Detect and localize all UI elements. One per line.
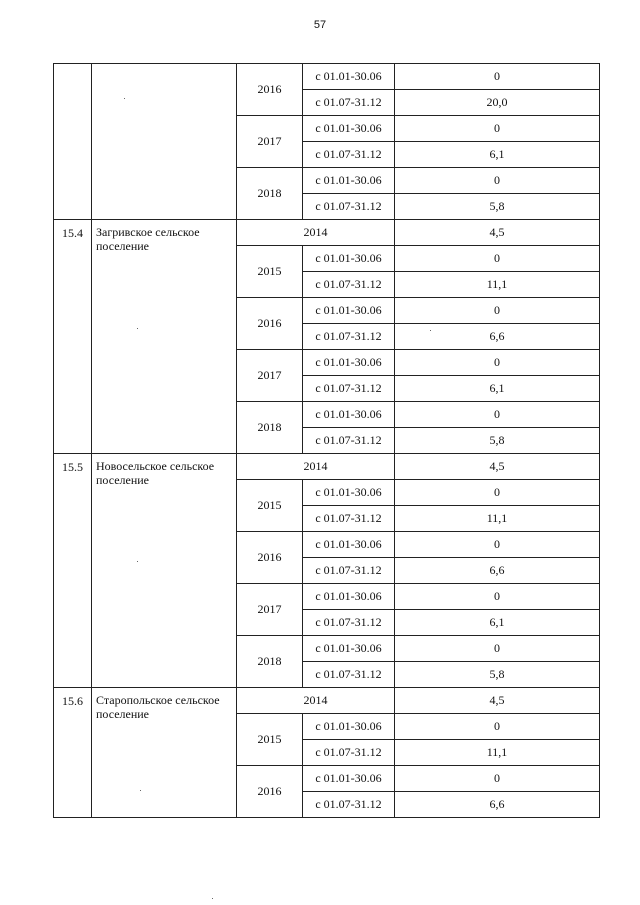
settlement-name: Старопольское сельское поселение [92, 688, 237, 818]
value-cell: 0 [395, 402, 600, 428]
value-cell: 0 [395, 246, 600, 272]
year-cell: 2015 [237, 246, 303, 298]
value-cell: 6,6 [395, 324, 600, 350]
year-cell: 2014 [237, 220, 395, 246]
year-cell: 2014 [237, 454, 395, 480]
year-cell: 2015 [237, 480, 303, 532]
tariff-table-body [54, 64, 600, 818]
table-row [54, 64, 600, 90]
year-cell: 2016 [237, 532, 303, 584]
value-cell: 0 [395, 64, 600, 90]
period-cell: с 01.07-31.12 [303, 324, 395, 350]
value-cell: 0 [395, 298, 600, 324]
scan-speck [137, 328, 138, 329]
value-cell: 0 [395, 636, 600, 662]
year-cell: 2016 [237, 766, 303, 818]
value-cell: 6,6 [395, 792, 600, 818]
value-cell: 4,5 [395, 220, 600, 246]
period-cell: с 01.07-31.12 [303, 740, 395, 766]
value-cell: 11,1 [395, 506, 600, 532]
value-cell: 0 [395, 116, 600, 142]
period-cell: с 01.01-30.06 [303, 298, 395, 324]
value-cell: 11,1 [395, 740, 600, 766]
scan-speck [140, 790, 141, 791]
period-cell: с 01.07-31.12 [303, 610, 395, 636]
settlement-name: Новосельское сельское поселение [92, 454, 237, 688]
value-cell: 11,1 [395, 272, 600, 298]
year-cell: 2015 [237, 714, 303, 766]
value-cell: 0 [395, 480, 600, 506]
year-cell: 2016 [237, 298, 303, 350]
table-row [54, 688, 600, 714]
value-cell: 5,8 [395, 662, 600, 688]
period-cell: с 01.07-31.12 [303, 142, 395, 168]
period-cell: с 01.07-31.12 [303, 558, 395, 584]
period-cell: с 01.07-31.12 [303, 506, 395, 532]
period-cell: с 01.07-31.12 [303, 428, 395, 454]
value-cell: 4,5 [395, 454, 600, 480]
period-cell: с 01.07-31.12 [303, 376, 395, 402]
year-cell: 2018 [237, 168, 303, 220]
table-row [54, 454, 600, 480]
value-cell: 4,5 [395, 688, 600, 714]
scan-speck [212, 898, 213, 899]
year-cell: 2017 [237, 584, 303, 636]
value-cell: 0 [395, 532, 600, 558]
value-cell: 0 [395, 584, 600, 610]
period-cell: с 01.01-30.06 [303, 116, 395, 142]
row-number: 15.6 [54, 688, 92, 818]
value-cell: 20,0 [395, 90, 600, 116]
period-cell: с 01.01-30.06 [303, 480, 395, 506]
year-cell: 2017 [237, 116, 303, 168]
value-cell: 5,8 [395, 194, 600, 220]
year-cell: 2018 [237, 636, 303, 688]
period-cell: с 01.01-30.06 [303, 168, 395, 194]
row-number: 15.4 [54, 220, 92, 454]
period-cell: с 01.01-30.06 [303, 532, 395, 558]
period-cell: с 01.01-30.06 [303, 714, 395, 740]
row-number: 15.5 [54, 454, 92, 688]
value-cell: 6,6 [395, 558, 600, 584]
value-cell: 0 [395, 168, 600, 194]
value-cell: 0 [395, 714, 600, 740]
scan-speck [124, 98, 125, 99]
value-cell: 6,1 [395, 142, 600, 168]
value-cell: 0 [395, 766, 600, 792]
value-cell: 6,1 [395, 376, 600, 402]
scan-speck [430, 330, 431, 331]
period-cell: с 01.01-30.06 [303, 350, 395, 376]
value-cell: 6,1 [395, 610, 600, 636]
year-cell: 2016 [237, 64, 303, 116]
period-cell: с 01.07-31.12 [303, 792, 395, 818]
tariff-table [53, 63, 600, 818]
value-cell: 5,8 [395, 428, 600, 454]
period-cell: с 01.01-30.06 [303, 766, 395, 792]
year-cell: 2017 [237, 350, 303, 402]
settlement-name: Загривское сельское поселение [92, 220, 237, 454]
settlement-name [92, 64, 237, 220]
year-cell: 2018 [237, 402, 303, 454]
table-row [54, 220, 600, 246]
period-cell: с 01.01-30.06 [303, 64, 395, 90]
scan-speck [137, 561, 138, 562]
page-number: 57 [313, 19, 327, 31]
period-cell: с 01.07-31.12 [303, 194, 395, 220]
value-cell: 0 [395, 350, 600, 376]
row-number [54, 64, 92, 220]
period-cell: с 01.01-30.06 [303, 636, 395, 662]
period-cell: с 01.07-31.12 [303, 272, 395, 298]
year-cell: 2014 [237, 688, 395, 714]
period-cell: с 01.01-30.06 [303, 584, 395, 610]
period-cell: с 01.01-30.06 [303, 402, 395, 428]
period-cell: с 01.07-31.12 [303, 662, 395, 688]
period-cell: с 01.07-31.12 [303, 90, 395, 116]
period-cell: с 01.01-30.06 [303, 246, 395, 272]
